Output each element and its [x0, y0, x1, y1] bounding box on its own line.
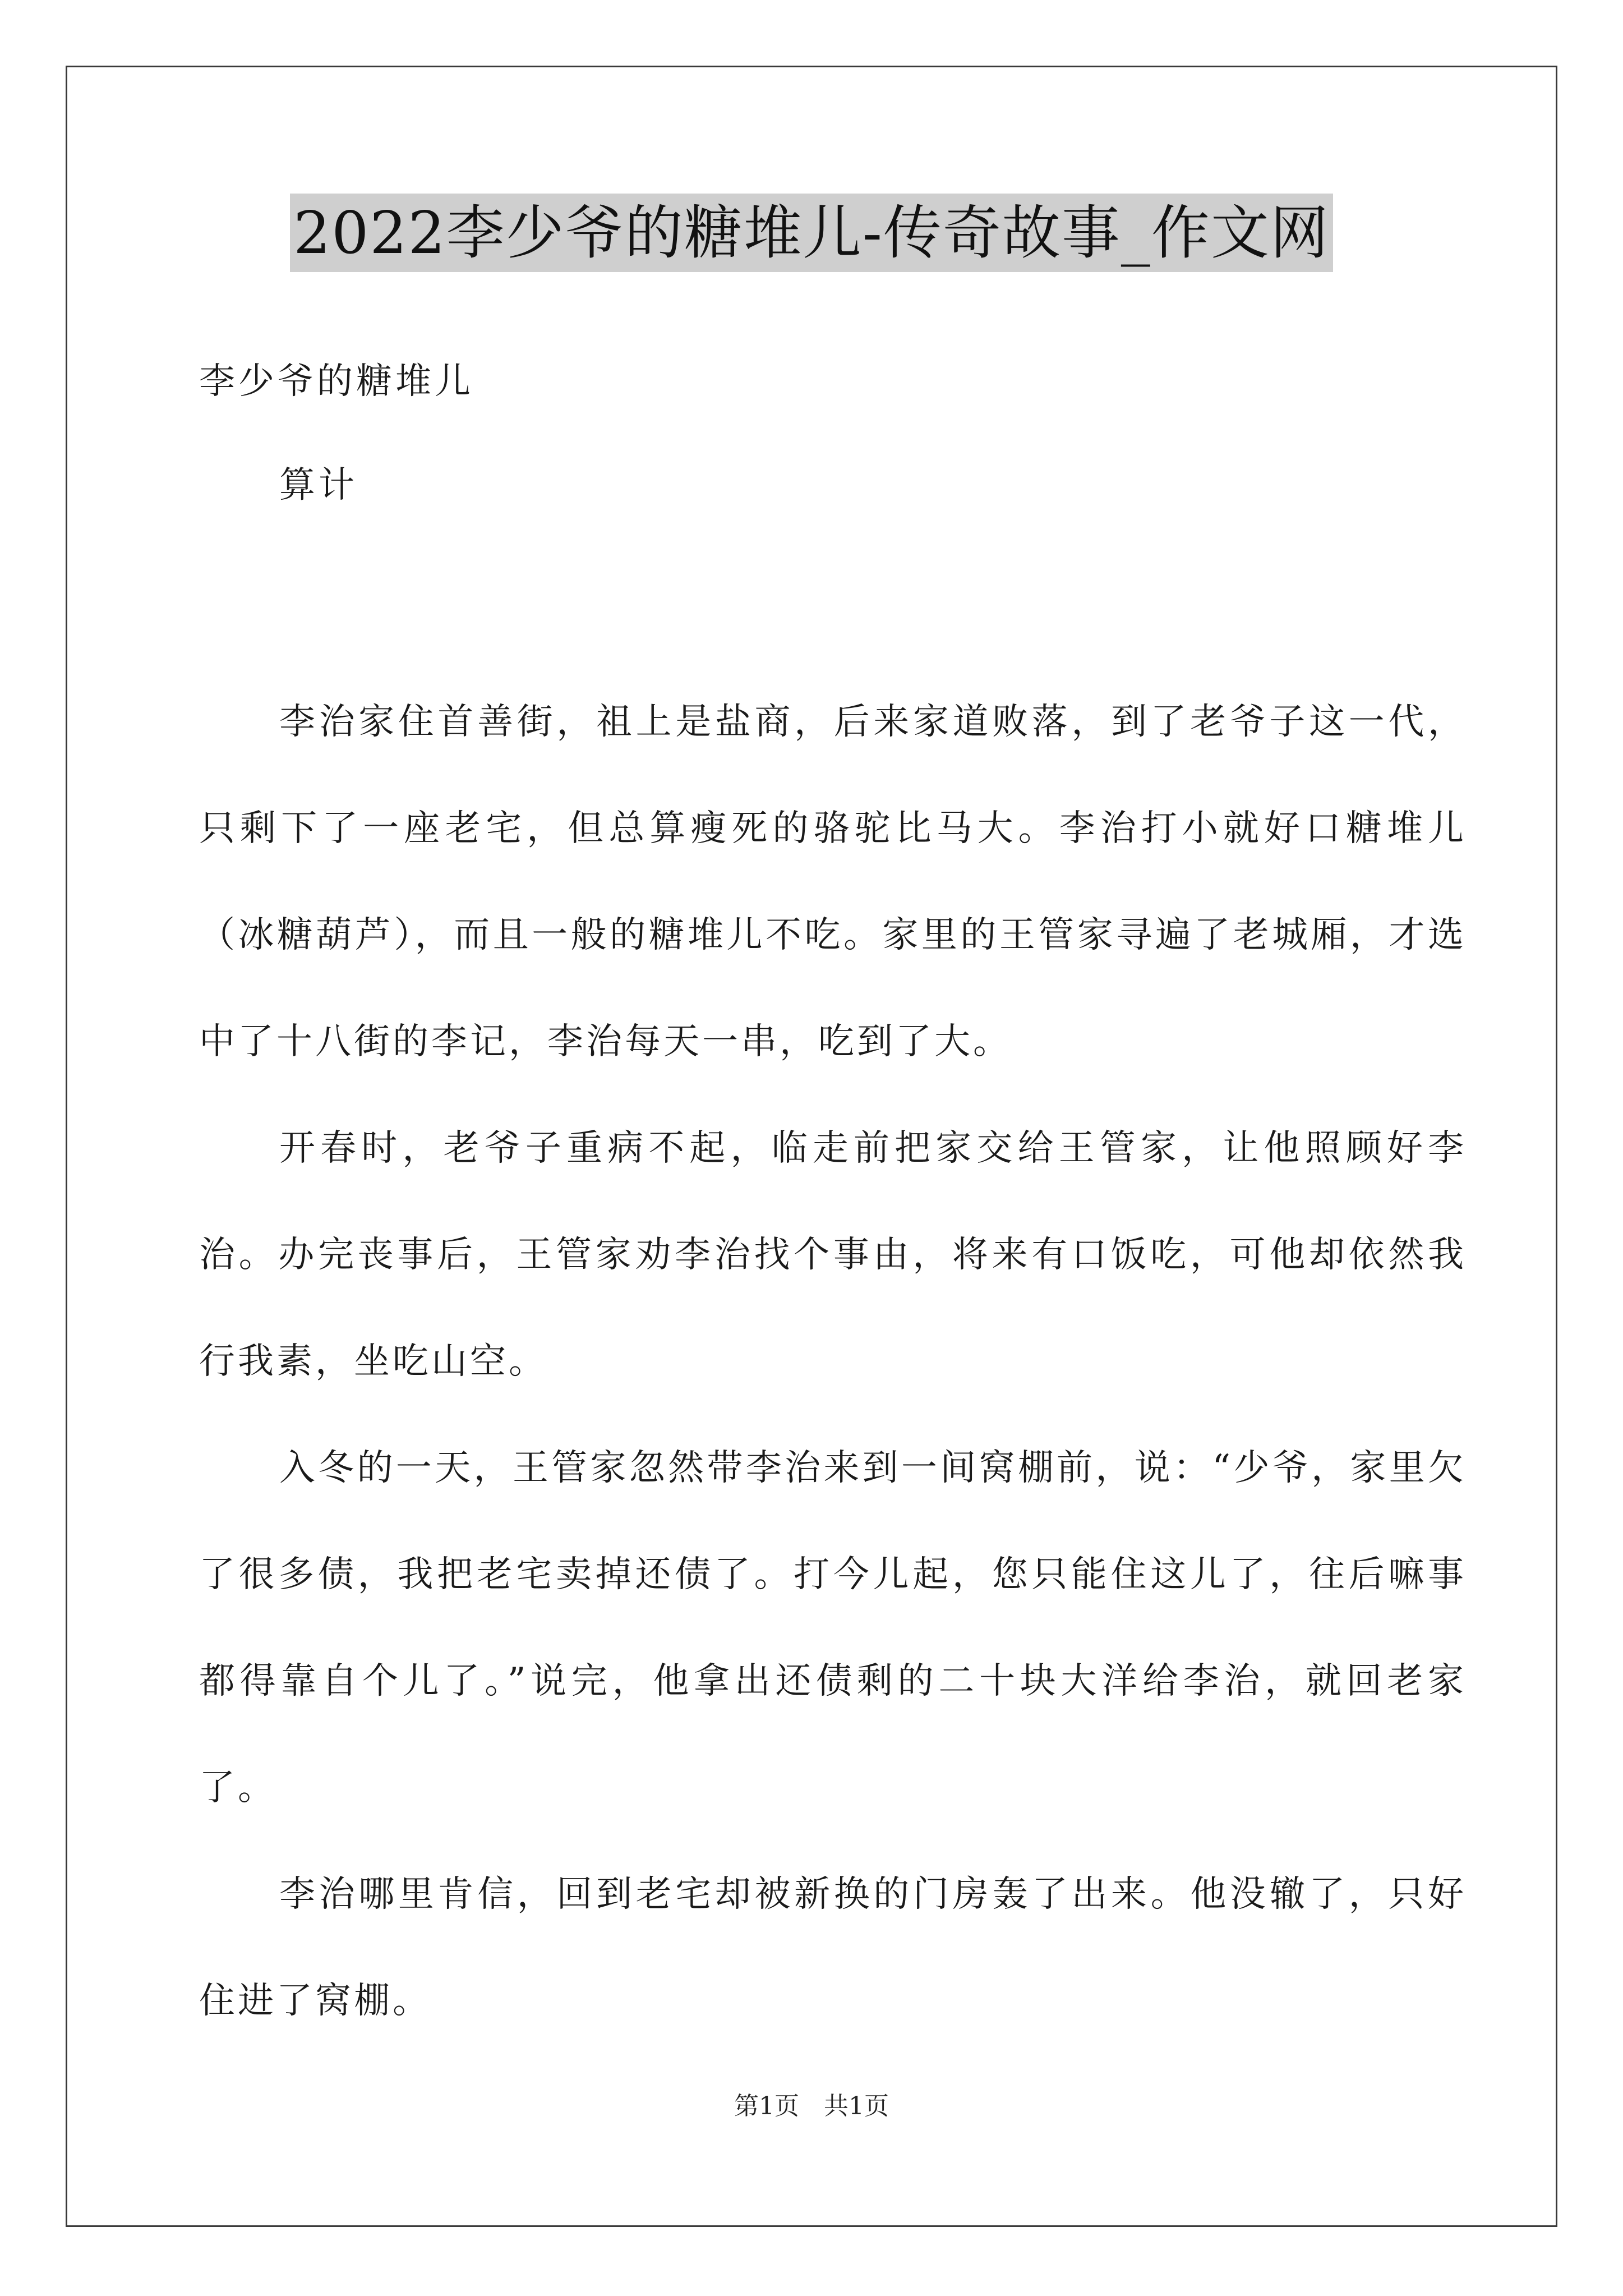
- document-title: 2022李少爷的糖堆儿-传奇故事_作文网: [290, 194, 1333, 272]
- page-total: 共1页: [824, 2092, 889, 2120]
- article-body: [199, 669, 1467, 2054]
- paragraph: 李治哪里肯信，回到老宅却被新换的门房轰了出来。他没辙了，只好住进了窝棚。: [199, 1874, 1467, 2022]
- paragraph: 开春时，老爷子重病不起，临走前把家交给王管家，让他照顾好李治。办完丧事后，王管家劝李治找个事由，将来有口饭吃，可他却依然我行我素，坐吃山空。: [199, 1128, 1467, 1382]
- title-container: [0, 194, 1623, 272]
- author-name: 算计: [279, 464, 358, 506]
- article-heading: 李少爷的糖堆儿: [199, 361, 474, 402]
- page-footer: [0, 2090, 1623, 2123]
- paragraph: 李治家住首善街，祖上是盐商，后来家道败落，到了老爷子这一代，只剩下了一座老宅，但总算瘦死的骆驼比马大。李治打小就好口糖堆儿（冰糖葫芦），而且一般的糖堆儿不吃。家里的王管家寻遍了老城厢，才选中了十八街的李记，李治每天一串，吃到了大。: [199, 701, 1467, 1062]
- paragraph: 入冬的一天，王管家忽然带李治来到一间窝棚前，说：“少爷，家里欠了很多债，我把老宅卖掉还债了。打今儿起，您只能住这儿了，往后嘛事都得靠自个儿了。”说完，他拿出还债剩的二十块大洋给李治，就回老家了。: [199, 1447, 1467, 1809]
- page-number: 第1页: [734, 2092, 799, 2120]
